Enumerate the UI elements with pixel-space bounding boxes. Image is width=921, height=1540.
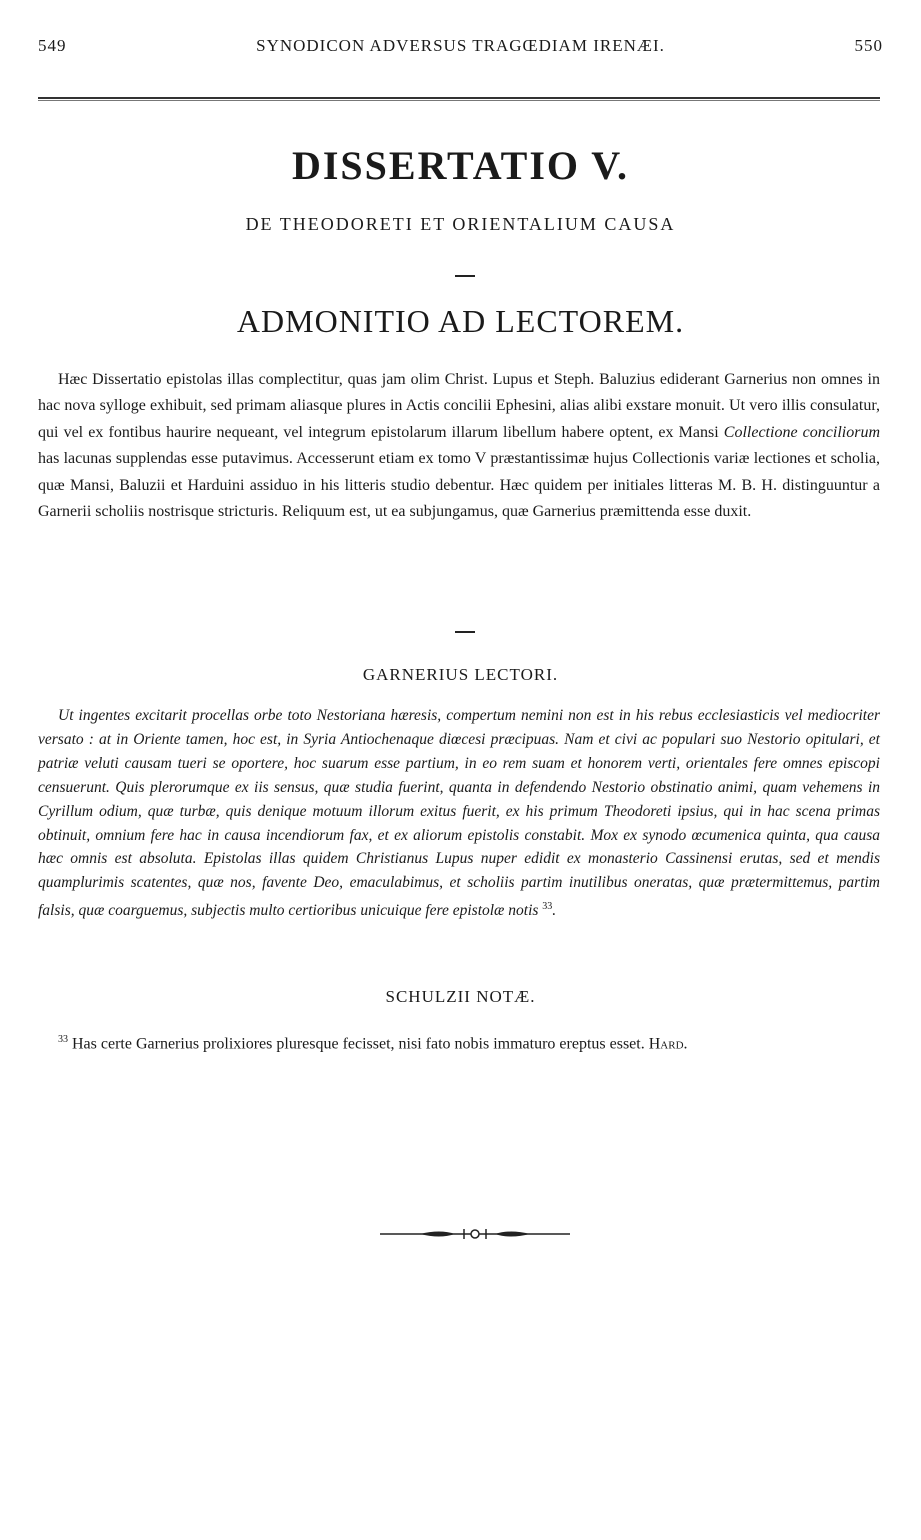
notes-heading: SCHULZII NOTÆ. (385, 987, 536, 1006)
garnerius-heading: GARNERIUS LECTORI. (362, 665, 559, 684)
admonitio-body (38, 367, 880, 525)
admonitio-title: ADMONITIO AD LECTOREM. (236, 303, 685, 339)
garnerius-text: Ut ingentes excitarit procellas orbe toto Nestoriana hæresis, compertum nemini non est in his rebus ecclesiasticis vel mediocriter versato : at in Oriente tamen, hoc est, in Syria Antiochenaque diœcesi præcipuas. Nam et civi ac populari suo Nestorio opitulari, et patriæ veluti causam tueri se oportere, hoc suarum esse partium, in eo rem suam et honorem verti, orientales fere omnes episcopi censuerunt. Quis plerorumque ex iis sensus, quæ studia fuerint, quanta in defendendo Nestorio obstinatio animi, quam vehemens in Cyrillum odium, quæ turbæ, quis denique motuum illorum exitus fuerit, ex his primum Theodoreti ipsius, qui in hac scena primas obtinuit, omnium fere hac in causa incendiorum fax, et ex aliorum epistolis constabit. Mox ex synodo œcumenica quinta, qua causa hæc omnis est absoluta. Epistolas illas quidem Christianus Lupus nuper edidit ex monasterio Cassinensi erutas, sed et mendis quamplurimis scatentes, quæ nos, favente Deo, emaculabimus, et scholiis partim inutilibus oneratas, quæ prætermittemus, partim falsis, quæ coarguemus, subjectis multo certioribus unicuique fere epistolæ notis (38, 707, 880, 920)
footnote-author: Hard. (648, 1035, 688, 1053)
footnote-mark: 33 (58, 1034, 68, 1045)
running-head (38, 34, 883, 64)
admonitio-paragraph (38, 367, 880, 525)
footnote (38, 1028, 880, 1055)
footnote-text: Has certe Garnerius prolixiores pluresque fecisset, nisi fato nobis immaturo ereptus esset. (68, 1035, 649, 1053)
tailpiece-ornament (380, 1226, 570, 1242)
section-divider (455, 631, 475, 633)
footnote-reference: 33 (542, 901, 553, 913)
page-number-left: 549 (38, 36, 67, 55)
footnote-paragraph (38, 1028, 880, 1055)
admonitio-text-1: Hæc Dissertatio epistolas illas complectitur, quas jam olim Christ. Lupus et Steph. Baluzius ediderant Garnerius non omnes in hac nova sylloge exhibuit, sed primam aliasque plures in Actis concilii Ephesini, alias alibi exstare monuit. Ut vero illis consulatur, qui vel ex fontibus haurire nequeant, vel integrum epistolarum illarum libellum habere optent, ex Mansi (38, 371, 880, 441)
section-divider (455, 275, 475, 277)
page-number-right: 550 (854, 36, 883, 55)
garnerius-paragraph (38, 704, 880, 923)
running-title: SYNODICON ADVERSUS TRAGŒDIAM IRENÆI. (256, 36, 665, 55)
garnerius-body (38, 704, 880, 923)
dissertation-subtitle: DE THEODORETI ET ORIENTALIUM CAUSA (245, 214, 676, 234)
admonitio-italic: Collectione conciliorum (723, 423, 880, 441)
header-rule (38, 97, 880, 101)
admonitio-text-2: has lacunas supplendas esse putavimus. Accesserunt etiam ex tomo V præstantissimæ hujus Collectionis variæ lectiones et scholia, quæ Mansi, Baluzii et Harduini assiduo in his litteris studio debentur. Hæc quidem per initiales litteras M. B. H. distinguuntur a Garnerii scholiis nostrisque stricturis. Reliquum est, ut ea subjungamus, quæ Garnerius præmittenda esse duxit. (38, 450, 880, 521)
garnerius-end: . (552, 902, 557, 920)
dissertation-title: DISSERTATIO V. (291, 143, 630, 188)
